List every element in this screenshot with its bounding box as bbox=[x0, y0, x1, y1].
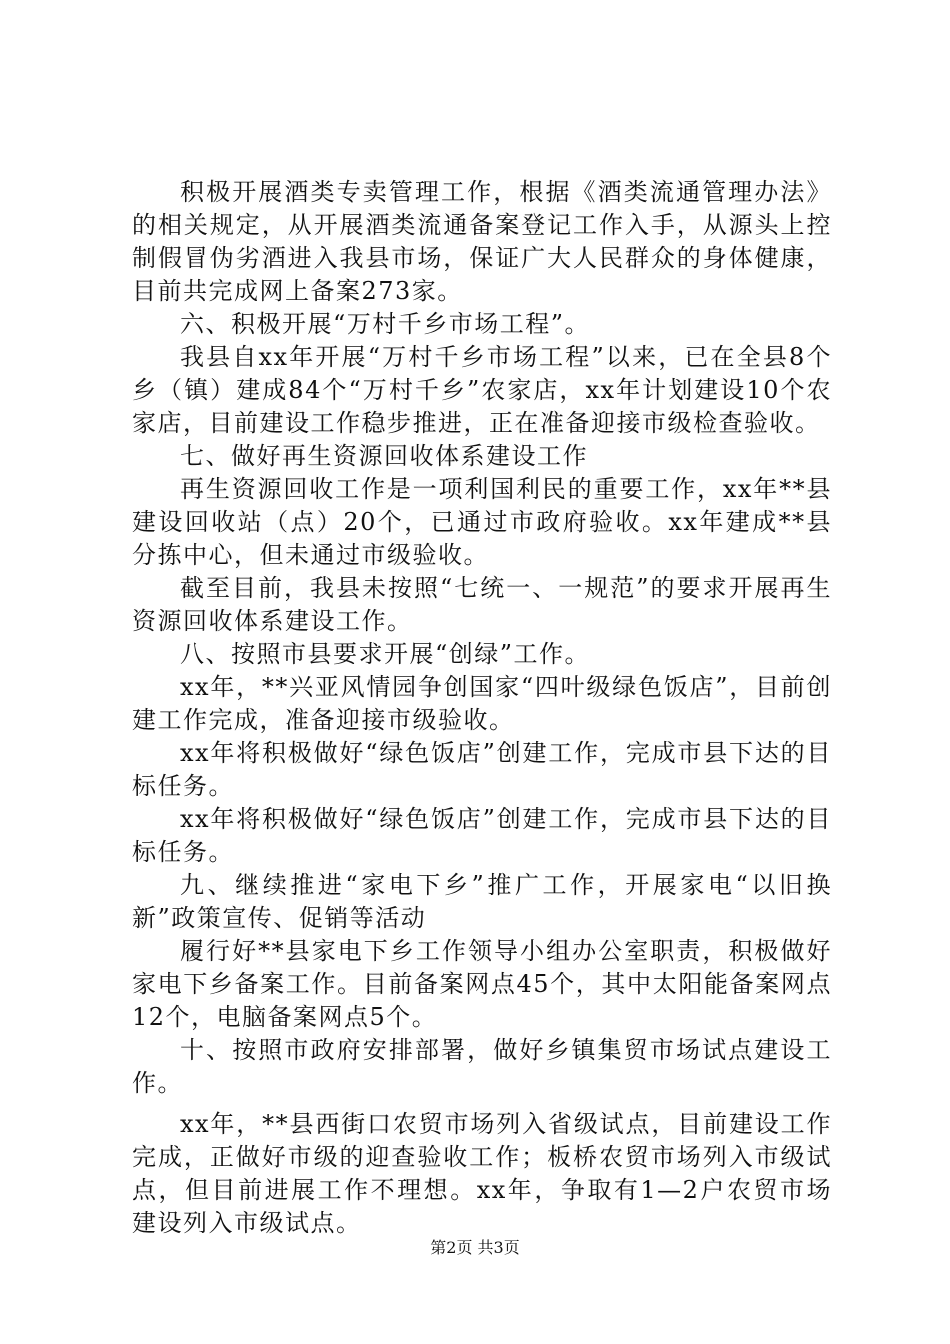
paragraph-liquor-management: 积极开展酒类专卖管理工作，根据《酒类流通管理办法》的相关规定，从开展酒类流通备案登记工作入手，从源头上控制假冒伪劣酒进入我县市场，保证广大人民群众的身体健康，目前共完成网上备案273家。 bbox=[132, 178, 832, 305]
paragraph-green-hotel-plan-2: xx年将积极做好“绿色饭店”创建工作，完成市县下达的目标任务。 bbox=[132, 805, 832, 866]
paragraph-green-hotel-plan-1: xx年将积极做好“绿色饭店”创建工作，完成市县下达的目标任务。 bbox=[132, 739, 832, 800]
section-heading-10: 十、按照市政府安排部署，做好乡镇集贸市场试点建设工作。 bbox=[132, 1036, 832, 1097]
paragraph-green-hotel: xx年，**兴亚风情园争创国家“四叶级绿色饭店”，目前创建工作完成，准备迎接市级验收。 bbox=[132, 673, 832, 734]
paragraph-village-market: 我县自xx年开展“万村千乡市场工程”以来，已在全县8个乡（镇）建成84个“万村千乡”农家店，xx年计划建设10个农家店，目前建设工作稳步推进，正在准备迎接市级检查验收。 bbox=[132, 343, 832, 437]
paragraph-recycling-status: 截至目前，我县未按照“七统一、一规范”的要求开展再生资源回收体系建设工作。 bbox=[132, 574, 832, 635]
document-body bbox=[132, 176, 832, 1240]
section-heading-9: 九、继续推进“家电下乡”推广工作，开展家电“以旧换新”政策宣传、促销等活动 bbox=[132, 871, 832, 932]
section-heading-6: 六、积极开展“万村千乡市场工程”。 bbox=[180, 310, 591, 338]
paragraph-appliances: 履行好**县家电下乡工作领导小组办公室职责，积极做好家电下乡备案工作。目前备案网点45个，其中太阳能备案网点12个，电脑备案网点5个。 bbox=[132, 937, 832, 1031]
paragraph-market-pilot: xx年，**县西街口农贸市场列入省级试点，目前建设工作完成，正做好市级的迎查验收工作；板桥农贸市场列入市级试点，但目前进展工作不理想。xx年，争取有1—2户农贸市场建设列入市级试点。 bbox=[132, 1110, 832, 1237]
section-heading-8: 八、按照市县要求开展“创绿”工作。 bbox=[180, 640, 591, 668]
page-footer: 第2页 共3页 bbox=[430, 1238, 520, 1257]
section-heading-7: 七、做好再生资源回收体系建设工作 bbox=[180, 442, 588, 470]
paragraph-recycling: 再生资源回收工作是一项利国利民的重要工作，xx年**县建设回收站（点）20个，已通过市政府验收。xx年建成**县分拣中心，但未通过市级验收。 bbox=[132, 475, 832, 569]
